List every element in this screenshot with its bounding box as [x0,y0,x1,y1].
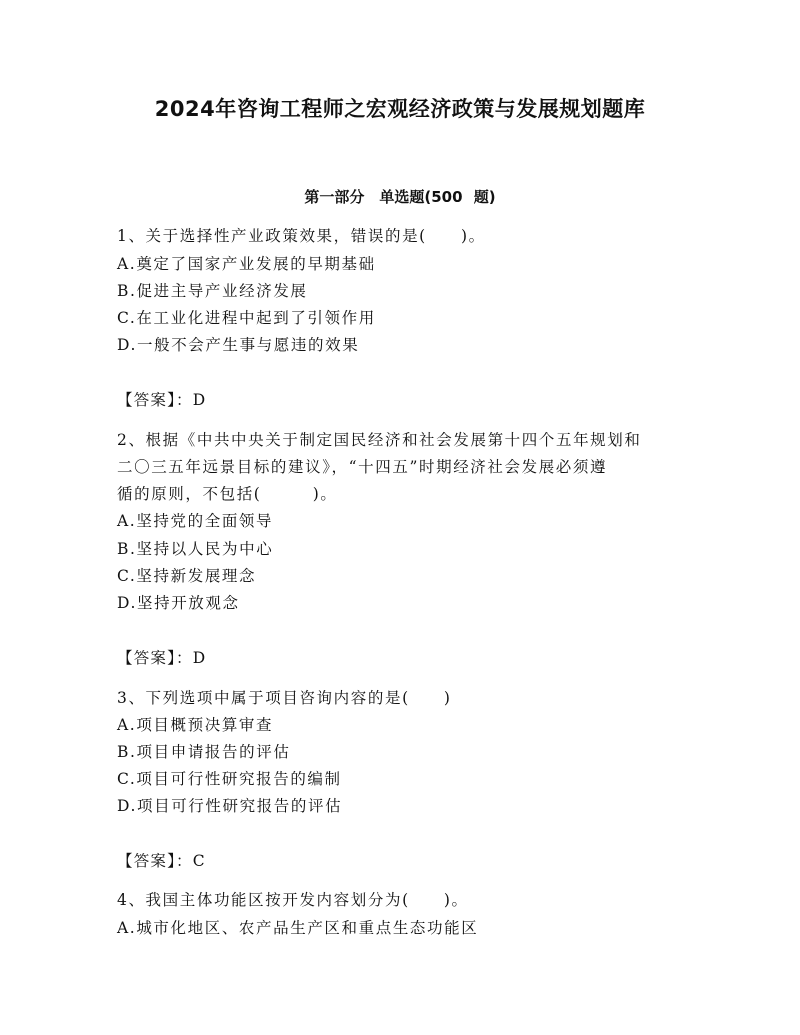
question-2-option-b: B.坚持以人民为中心 [117,540,274,558]
question-1-answer: 【答案】：D [117,391,207,409]
question-1-stem: 1、关于选择性产业政策效果，错误的是( )。 [117,227,486,245]
question-2-option-a: A.坚持党的全面领导 [117,512,274,530]
question-1-option-c: C.在工业化进程中起到了引领作用 [117,309,376,327]
question-1-option-b: B.促进主导产业经济发展 [117,282,308,300]
question-2-stem-line-1: 2、根据《中共中央关于制定国民经济和社会发展第十四个五年规划和 [117,431,642,449]
question-3-option-d: D.项目可行性研究报告的评估 [117,797,343,815]
question-2-stem-line-3: 循的原则，不包括( )。 [117,485,338,503]
question-4-stem: 4、我国主体功能区按开发内容划分为( )。 [117,891,469,909]
question-3-answer: 【答案】：C [117,852,206,870]
question-3-option-c: C.项目可行性研究报告的编制 [117,770,342,788]
question-4-option-a: A.城市化地区、农产品生产区和重点生态功能区 [117,919,479,937]
question-3-option-a: A.项目概预决算审查 [117,716,274,734]
question-3-stem: 3、下列选项中属于项目咨询内容的是( ) [117,689,452,707]
question-2-stem-line-2: 二〇三五年远景目标的建议》，“十四五”时期经济社会发展必须遵 [117,458,608,476]
question-1-option-d: D.一般不会产生事与愿违的效果 [117,336,360,354]
question-2-option-c: C.坚持新发展理念 [117,567,257,585]
question-1-option-a: A.奠定了国家产业发展的早期基础 [117,255,376,273]
question-3-option-b: B.项目申请报告的评估 [117,743,291,761]
document-title: 2024年咨询工程师之宏观经济政策与发展规划题库 [154,97,646,121]
section-title: 第一部分 单选题(500 题) [304,188,496,206]
question-2-answer: 【答案】：D [117,649,207,667]
question-2-option-d: D.坚持开放观念 [117,594,240,612]
